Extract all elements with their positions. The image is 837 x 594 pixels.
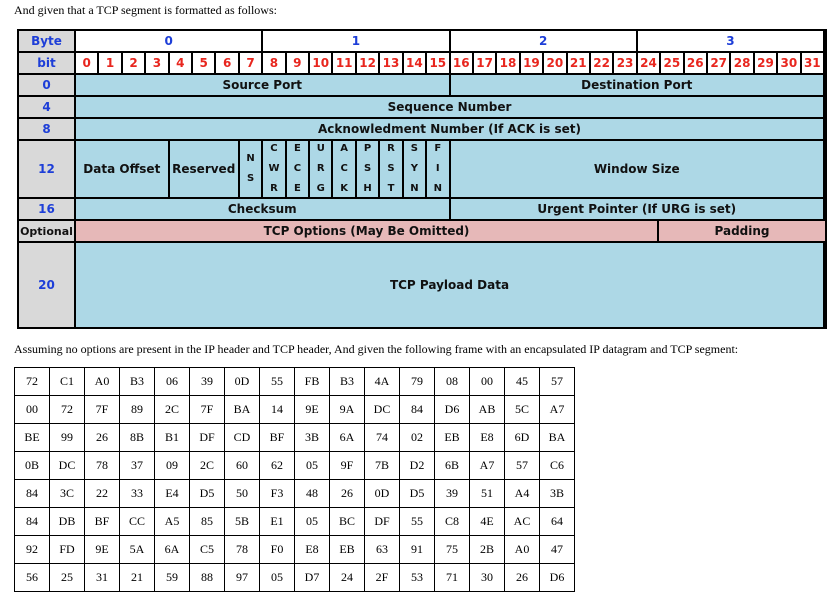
padding-field: Padding bbox=[659, 221, 825, 241]
frame-byte: D5 bbox=[190, 480, 225, 508]
row-offset-label: 8 bbox=[19, 119, 74, 139]
frame-byte: 75 bbox=[435, 536, 470, 564]
frame-byte: 63 bbox=[365, 536, 400, 564]
row-offset-label: 0 bbox=[19, 75, 74, 95]
flag-letter: S bbox=[410, 143, 418, 154]
frame-byte: 3B bbox=[540, 480, 575, 508]
frame-byte: 9A bbox=[330, 396, 365, 424]
bit-number: 8 bbox=[263, 53, 284, 73]
frame-byte: A7 bbox=[470, 452, 505, 480]
frame-byte: 60 bbox=[225, 452, 260, 480]
frame-byte: BA bbox=[540, 424, 575, 452]
frame-byte: 57 bbox=[505, 452, 540, 480]
bit-number: 25 bbox=[661, 53, 682, 73]
bit-number: 12 bbox=[357, 53, 378, 73]
bit-number: 1 bbox=[99, 53, 120, 73]
frame-byte: 62 bbox=[260, 452, 295, 480]
frame-byte: F3 bbox=[260, 480, 295, 508]
rst-flag bbox=[380, 141, 401, 197]
frame-byte: 22 bbox=[85, 480, 120, 508]
frame-row bbox=[15, 536, 575, 564]
row-offset-label: Optional bbox=[19, 221, 74, 241]
frame-byte: 55 bbox=[260, 368, 295, 396]
data-offset-field: Data Offset bbox=[76, 141, 168, 197]
byte-number: 2 bbox=[451, 31, 636, 51]
frame-byte: 53 bbox=[400, 564, 435, 592]
frame-byte: 89 bbox=[120, 396, 155, 424]
tcp-payload-field: TCP Payload Data bbox=[76, 243, 823, 327]
cwr-flag bbox=[263, 141, 284, 197]
frame-byte: 47 bbox=[540, 536, 575, 564]
byte-number: 3 bbox=[638, 31, 823, 51]
flag-letter: P bbox=[363, 143, 372, 154]
frame-byte: 91 bbox=[400, 536, 435, 564]
frame-byte: 88 bbox=[190, 564, 225, 592]
frame-byte: 7F bbox=[85, 396, 120, 424]
frame-byte: 72 bbox=[15, 368, 50, 396]
bit-number: 23 bbox=[614, 53, 635, 73]
frame-byte: 2C bbox=[155, 396, 190, 424]
flag-letter: C bbox=[270, 143, 278, 154]
frame-row bbox=[15, 368, 575, 396]
frame-byte: BE bbox=[15, 424, 50, 452]
flag-letter: F bbox=[434, 143, 442, 154]
bit-number: 18 bbox=[497, 53, 518, 73]
window-size-field: Window Size bbox=[451, 141, 824, 197]
frame-byte: 2B bbox=[470, 536, 505, 564]
flag-letter: H bbox=[363, 183, 372, 194]
frame-byte: DF bbox=[365, 508, 400, 536]
frame-hex-table bbox=[14, 367, 575, 592]
psh-flag bbox=[357, 141, 378, 197]
frame-byte: 3B bbox=[295, 424, 330, 452]
flag-letter: A bbox=[340, 143, 349, 154]
frame-byte: A5 bbox=[155, 508, 190, 536]
flag-letter: K bbox=[340, 183, 349, 194]
frame-byte: 39 bbox=[435, 480, 470, 508]
bit-number: 28 bbox=[731, 53, 752, 73]
bit-number: 16 bbox=[451, 53, 472, 73]
fin-flag bbox=[427, 141, 448, 197]
frame-byte: 84 bbox=[15, 508, 50, 536]
bit-number: 3 bbox=[146, 53, 167, 73]
frame-byte: 8B bbox=[120, 424, 155, 452]
frame-byte: EB bbox=[330, 536, 365, 564]
frame-byte: 33 bbox=[120, 480, 155, 508]
frame-byte: DC bbox=[365, 396, 400, 424]
frame-description-text: Assuming no options are present in the IP header and TCP header, And given the following frame with an encapsulated IP datagram and TCP segment: bbox=[14, 342, 739, 356]
frame-byte: A4 bbox=[505, 480, 540, 508]
bit-number: 26 bbox=[685, 53, 706, 73]
destination-port-field: Destination Port bbox=[451, 75, 824, 95]
frame-byte: DB bbox=[50, 508, 85, 536]
flag-letter: G bbox=[316, 183, 325, 194]
flag-letter: Y bbox=[410, 163, 419, 174]
frame-byte: 39 bbox=[190, 368, 225, 396]
frame-byte: 3C bbox=[50, 480, 85, 508]
frame-byte: 05 bbox=[295, 508, 330, 536]
frame-byte: 0D bbox=[225, 368, 260, 396]
frame-byte: F0 bbox=[260, 536, 295, 564]
flag-letter: I bbox=[435, 163, 440, 174]
frame-byte: E8 bbox=[295, 536, 330, 564]
frame-byte: D6 bbox=[435, 396, 470, 424]
intro-text: And given that a TCP segment is formatted as follows: bbox=[14, 3, 277, 17]
flag-letter: R bbox=[316, 163, 325, 174]
bit-header-label: bit bbox=[19, 53, 74, 73]
frame-byte: 25 bbox=[50, 564, 85, 592]
flag-letter: S bbox=[387, 163, 395, 174]
frame-byte: A0 bbox=[505, 536, 540, 564]
bit-number: 29 bbox=[755, 53, 776, 73]
frame-byte: 64 bbox=[540, 508, 575, 536]
bit-number: 7 bbox=[240, 53, 261, 73]
frame-byte: B3 bbox=[120, 368, 155, 396]
flag-letter: T bbox=[387, 183, 395, 194]
flag-letter: N bbox=[410, 183, 419, 194]
ack-flag bbox=[333, 141, 354, 197]
flag-letter: S bbox=[363, 163, 372, 174]
frame-byte: 0B bbox=[15, 452, 50, 480]
bit-number: 14 bbox=[404, 53, 425, 73]
frame-byte: 26 bbox=[505, 564, 540, 592]
bit-number: 20 bbox=[544, 53, 565, 73]
flag-letter: N bbox=[246, 153, 255, 164]
byte-number: 0 bbox=[76, 31, 261, 51]
ack-number-field: Acknowledment Number (If ACK is set) bbox=[76, 119, 823, 139]
frame-byte: 55 bbox=[400, 508, 435, 536]
flag-letter: R bbox=[270, 183, 278, 194]
frame-byte: 5B bbox=[225, 508, 260, 536]
frame-row bbox=[15, 424, 575, 452]
reserved-field: Reserved bbox=[170, 141, 238, 197]
checksum-field: Checksum bbox=[76, 199, 449, 219]
syn-flag bbox=[404, 141, 425, 197]
flag-letter: W bbox=[268, 163, 280, 174]
frame-byte: 85 bbox=[190, 508, 225, 536]
frame-byte: 45 bbox=[505, 368, 540, 396]
frame-byte: FD bbox=[50, 536, 85, 564]
frame-byte: CC bbox=[120, 508, 155, 536]
row-offset-label: 20 bbox=[19, 243, 74, 327]
flag-letter: C bbox=[293, 163, 302, 174]
frame-byte: A7 bbox=[540, 396, 575, 424]
bit-number: 15 bbox=[427, 53, 448, 73]
bit-number: 13 bbox=[380, 53, 401, 73]
frame-row bbox=[15, 452, 575, 480]
frame-byte: 14 bbox=[260, 396, 295, 424]
frame-byte: A0 bbox=[85, 368, 120, 396]
frame-byte: 51 bbox=[470, 480, 505, 508]
bit-number: 22 bbox=[591, 53, 612, 73]
frame-byte: E4 bbox=[155, 480, 190, 508]
frame-byte: 5C bbox=[505, 396, 540, 424]
flag-letter: R bbox=[387, 143, 395, 154]
frame-byte: 2C bbox=[190, 452, 225, 480]
bit-number: 2 bbox=[123, 53, 144, 73]
frame-byte: 09 bbox=[155, 452, 190, 480]
flag-letter: E bbox=[293, 143, 301, 154]
frame-byte: DC bbox=[50, 452, 85, 480]
frame-byte: 37 bbox=[120, 452, 155, 480]
flag-letter: U bbox=[316, 143, 325, 154]
frame-byte: 30 bbox=[470, 564, 505, 592]
frame-byte: 78 bbox=[85, 452, 120, 480]
frame-byte: 7B bbox=[365, 452, 400, 480]
frame-byte: FB bbox=[295, 368, 330, 396]
flag-letter: N bbox=[433, 183, 442, 194]
row-offset-label: 12 bbox=[19, 141, 74, 197]
frame-byte: 24 bbox=[330, 564, 365, 592]
frame-byte: 06 bbox=[155, 368, 190, 396]
frame-byte: 71 bbox=[435, 564, 470, 592]
ece-flag bbox=[287, 141, 308, 197]
frame-byte: DF bbox=[190, 424, 225, 452]
frame-byte: 92 bbox=[15, 536, 50, 564]
frame-byte: CD bbox=[225, 424, 260, 452]
frame-byte: 59 bbox=[155, 564, 190, 592]
bit-number: 4 bbox=[170, 53, 191, 73]
frame-byte: 84 bbox=[400, 396, 435, 424]
frame-byte: C6 bbox=[540, 452, 575, 480]
bit-number: 24 bbox=[638, 53, 659, 73]
frame-row bbox=[15, 396, 575, 424]
sequence-number-field: Sequence Number bbox=[76, 97, 823, 117]
frame-byte: AC bbox=[505, 508, 540, 536]
frame-byte: D7 bbox=[295, 564, 330, 592]
frame-byte: 26 bbox=[85, 424, 120, 452]
bit-number: 17 bbox=[474, 53, 495, 73]
frame-byte: D2 bbox=[400, 452, 435, 480]
frame-byte: 4A bbox=[365, 368, 400, 396]
frame-byte: 78 bbox=[225, 536, 260, 564]
ns-flag bbox=[240, 141, 261, 197]
row-offset-label: 16 bbox=[19, 199, 74, 219]
frame-row bbox=[15, 480, 575, 508]
frame-byte: 05 bbox=[295, 452, 330, 480]
frame-byte: 9E bbox=[85, 536, 120, 564]
frame-byte: E1 bbox=[260, 508, 295, 536]
frame-byte: 9E bbox=[295, 396, 330, 424]
frame-byte: 74 bbox=[365, 424, 400, 452]
frame-byte: B1 bbox=[155, 424, 190, 452]
urg-flag bbox=[310, 141, 331, 197]
frame-byte: C5 bbox=[190, 536, 225, 564]
frame-row bbox=[15, 508, 575, 536]
byte-number: 1 bbox=[263, 31, 448, 51]
frame-byte: 6B bbox=[435, 452, 470, 480]
bit-number: 6 bbox=[216, 53, 237, 73]
frame-byte: D6 bbox=[540, 564, 575, 592]
frame-byte: 6A bbox=[155, 536, 190, 564]
flag-letter: C bbox=[340, 163, 348, 174]
frame-byte: B3 bbox=[330, 368, 365, 396]
frame-row bbox=[15, 564, 575, 592]
byte-header-label: Byte bbox=[19, 31, 74, 51]
bit-number: 19 bbox=[521, 53, 542, 73]
frame-byte: 6D bbox=[505, 424, 540, 452]
frame-byte: BF bbox=[85, 508, 120, 536]
frame-byte: BF bbox=[260, 424, 295, 452]
flag-letter: E bbox=[293, 183, 301, 194]
frame-byte: BA bbox=[225, 396, 260, 424]
frame-byte: 7F bbox=[190, 396, 225, 424]
bit-number: 5 bbox=[193, 53, 214, 73]
tcp-options-field: TCP Options (May Be Omitted) bbox=[76, 221, 657, 241]
frame-byte: C1 bbox=[50, 368, 85, 396]
frame-byte: 99 bbox=[50, 424, 85, 452]
frame-byte: 05 bbox=[260, 564, 295, 592]
frame-byte: E8 bbox=[470, 424, 505, 452]
frame-byte: AB bbox=[470, 396, 505, 424]
urgent-pointer-field: Urgent Pointer (If URG is set) bbox=[451, 199, 824, 219]
flag-letter: S bbox=[246, 173, 255, 184]
frame-byte: 57 bbox=[540, 368, 575, 396]
bit-number: 10 bbox=[310, 53, 331, 73]
frame-byte: 08 bbox=[435, 368, 470, 396]
frame-byte: 00 bbox=[470, 368, 505, 396]
bit-number: 27 bbox=[708, 53, 729, 73]
bit-number: 11 bbox=[333, 53, 354, 73]
frame-byte: 31 bbox=[85, 564, 120, 592]
frame-byte: C8 bbox=[435, 508, 470, 536]
bit-number: 31 bbox=[802, 53, 823, 73]
source-port-field: Source Port bbox=[76, 75, 449, 95]
frame-byte: 84 bbox=[15, 480, 50, 508]
frame-byte: 50 bbox=[225, 480, 260, 508]
bit-number: 30 bbox=[778, 53, 799, 73]
frame-byte: 0D bbox=[365, 480, 400, 508]
frame-byte: 6A bbox=[330, 424, 365, 452]
frame-byte: 02 bbox=[400, 424, 435, 452]
frame-byte: 56 bbox=[15, 564, 50, 592]
frame-byte: 21 bbox=[120, 564, 155, 592]
bit-number: 21 bbox=[568, 53, 589, 73]
frame-byte: D5 bbox=[400, 480, 435, 508]
frame-byte: 4E bbox=[470, 508, 505, 536]
bit-number: 0 bbox=[76, 53, 97, 73]
row-offset-label: 4 bbox=[19, 97, 74, 117]
frame-byte: 79 bbox=[400, 368, 435, 396]
frame-byte: 97 bbox=[225, 564, 260, 592]
tcp-header-diagram bbox=[17, 29, 827, 329]
frame-byte: EB bbox=[435, 424, 470, 452]
frame-byte: 9F bbox=[330, 452, 365, 480]
frame-byte: 5A bbox=[120, 536, 155, 564]
frame-byte: 26 bbox=[330, 480, 365, 508]
frame-byte: 00 bbox=[15, 396, 50, 424]
bit-number: 9 bbox=[287, 53, 308, 73]
frame-byte: 2F bbox=[365, 564, 400, 592]
frame-byte: BC bbox=[330, 508, 365, 536]
frame-byte: 48 bbox=[295, 480, 330, 508]
frame-byte: 72 bbox=[50, 396, 85, 424]
